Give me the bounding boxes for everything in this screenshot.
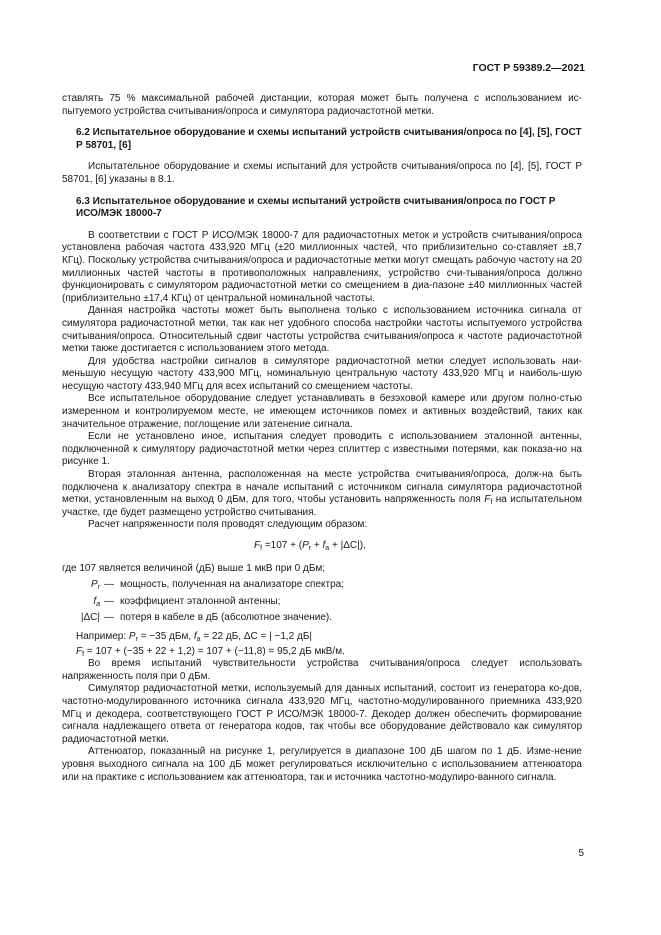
definition-dash: — — [104, 579, 114, 591]
formula-text: =107 + ( — [262, 540, 303, 551]
example-line-2 — [62, 646, 582, 659]
symbol-F: F — [254, 540, 261, 551]
paragraph-frequency: В соответствии с ГОСТ Р ИСО/МЭК 18000-7 для радиочастотных меток и устройств считывания/опроса установлена рабочая частота 433,920 МГц (±20 миллионных частей, что приблизительно со-ставляет ±8,7 КГц). Поскольку устройства считывания/опроса и радиочастотные метки могут смещать рабочую частоту на 20 миллионных частей частоты в противоположных направлениях, устройство счи-тывания/опроса должно функционировать с симулятором радиочастотной метки со смещением в диа-пазоне ±40 миллионных частей (приблизительно ±17,4 КГц) от центральной номинальной частоты. — [62, 229, 582, 304]
symbol-sub: f — [82, 650, 85, 658]
text-part: Вторая эталонная антенна, расположенная на месте устройства считывания/опроса, долж-на быть подключена к анализатору спектра в начале испытаний с источником сигнала симулятора радиочастотной метки, установленным на выход 0 дБм, для того, чтобы установить напряженность поля — [62, 469, 582, 506]
symbol-F: F — [76, 645, 83, 657]
paragraph-antenna: Если не установлено иное, испытания следует проводить с использованием эталонной антенны, подключенной к симулятору радиочастотной метки через сплиттер с известными потерями, как показа-но на рисунке 1. — [62, 431, 582, 468]
symbol-sub: a — [196, 635, 201, 643]
definition-text: потеря в кабеле в дБ (абсолютное значение). — [120, 612, 333, 624]
definition-dash: — — [104, 595, 114, 607]
paragraph-tuning: Данная настройка частоты может быть выполнена только с использованием источника сигнала от симулятора радиочастотной метки, так как нет удобного способа настройки частоты испытуемого устройства считывания/опроса. Относительный сдвиг частоты устройства считывания/опроса к частоте радиочастотной метки также достигается с использованием этого метода. — [62, 305, 582, 355]
paragraph-simulator: Симулятор радиочастотной метки, используемый для данных испытаний, состоит из генератора ко-дов, частотно-модулированного источника сигнала 433,920 МГц, частотно-модулированного приемника 433,920 МГц и декодера, соответствующего ГОСТ Р ИСО/МЭК 18000-7. Декодер должен обеспечить формирование сигнала надлежащего ответа от генератора кодов, так чтобы все оборудование действовало как симулятор радиочастотной метки. — [62, 683, 582, 745]
paragraph-chamber: Все испытательное оборудование следует устанавливать в безэховой камере или другом полно-стью измеренном и контролируемом месте, не имеющем источников помех и активных воздействий, таких как значительное отражение, поглощение или затенение сигнала. — [62, 393, 582, 430]
symbol-fa: f — [93, 595, 97, 607]
paragraph-6-2: Испытательное оборудование и схемы испытаний для устройств считывания/опроса по [4], [5], ГОСТ Р 58701, [6] указаны в 8.1. — [62, 161, 582, 185]
definition-text: мощность, полученная на анализаторе спектра; — [120, 579, 344, 591]
document-body — [62, 93, 582, 784]
section-heading-6-3: 6.3 Испытательное оборудование и схемы испытаний устройств считывания/опроса по ГОСТ Р ИСО/МЭК 18000-7 — [76, 195, 556, 220]
formula-text: + |ΔC|), — [329, 540, 366, 551]
symbol-P: P — [128, 630, 136, 642]
paragraph-calc-intro: Расчет напряженности поля проводят следующим образом: — [88, 519, 368, 531]
symbol-sub: a — [325, 545, 330, 552]
example-text: = 107 + (−35 + 22 + 1,2) = 107 + (−11,8) = 95,2 дБ мкВ/м. — [84, 645, 345, 657]
page-number: 5 — [578, 848, 584, 859]
paragraph-second-antenna — [62, 469, 582, 519]
symbol-sub: a — [96, 600, 100, 608]
symbol-fa: f — [322, 540, 326, 551]
symbol-P: P — [90, 579, 98, 591]
paragraph-attenuator: Аттенюатор, показанный на рисунке 1, регулируется в диапазоне 100 дБ шагом по 1 дБ. Изме-нение уровня выходного сигнала на 100 дБ может регулироваться исключительно с использованием аттенюатора или на практике с использованием как аттенюатора, так и источника частотно-модулиро-ванного сигнала. — [62, 746, 582, 783]
example-text: = 22 дБ, ΔC = | −1,2 дБ| — [200, 630, 313, 642]
definition-symbol — [62, 596, 104, 609]
symbol-sub: f — [260, 545, 263, 552]
symbol-P: P — [302, 540, 309, 551]
document-header: ГОСТ Р 59389.2—2021 — [472, 62, 585, 74]
formula-text: + — [311, 540, 323, 551]
example-text: Например: — [76, 630, 129, 642]
symbol-sub: r — [308, 545, 312, 552]
example-line-1 — [62, 631, 582, 644]
definition-text: коэффициент эталонной антенны; — [120, 595, 281, 607]
paragraph-carrier: Для удобства настройки сигналов в симуляторе радиочастотной метки следует использовать наи-меньшую несущую частоту 433,900 МГц, номинальную центральную частоту 433,920 МГц и наиболь-шую несущую частоту 433,940 МГц для всех испытаний со смещением частоты. — [62, 355, 582, 392]
symbol-sub: r — [135, 635, 138, 643]
definition-item — [62, 579, 582, 592]
symbol-sub: r — [97, 584, 100, 592]
definition-item — [62, 612, 582, 625]
symbol-sub: f — [490, 499, 493, 507]
paragraph-continuation: ставлять 75 % максимальной рабочей дистанции, которая может быть получена с использованием ис-пытуемого устройства считывания/опроса и симулятора радиочастотной метки. — [62, 93, 582, 117]
text-part: на испытательном участке, где будет размещено устройство считывания. — [62, 494, 583, 518]
formula-field-strength — [62, 540, 582, 553]
section-heading-6-2: 6.2 Испытательное оборудование и схемы испытаний устройств считывания/опроса по [4], [5], ГОСТ Р 58701, [6] — [76, 127, 582, 151]
example-text: = −35 дБм, — [137, 630, 194, 642]
definition-symbol — [62, 579, 104, 592]
symbol-F: F — [484, 494, 491, 506]
paragraph-sensitivity: Во время испытаний чувствительности устройства считывания/опроса следует использовать напряженность поля при 0 дБм. — [62, 658, 582, 682]
paragraph-where: где 107 является величиной (дБ) выше 1 мкВ при 0 дБм; — [62, 562, 326, 574]
definition-dash: — — [104, 612, 114, 624]
definition-symbol: |ΔC| — [80, 612, 100, 624]
symbol-fa: f — [193, 630, 197, 642]
definition-list — [62, 579, 582, 625]
definition-item — [62, 596, 582, 609]
